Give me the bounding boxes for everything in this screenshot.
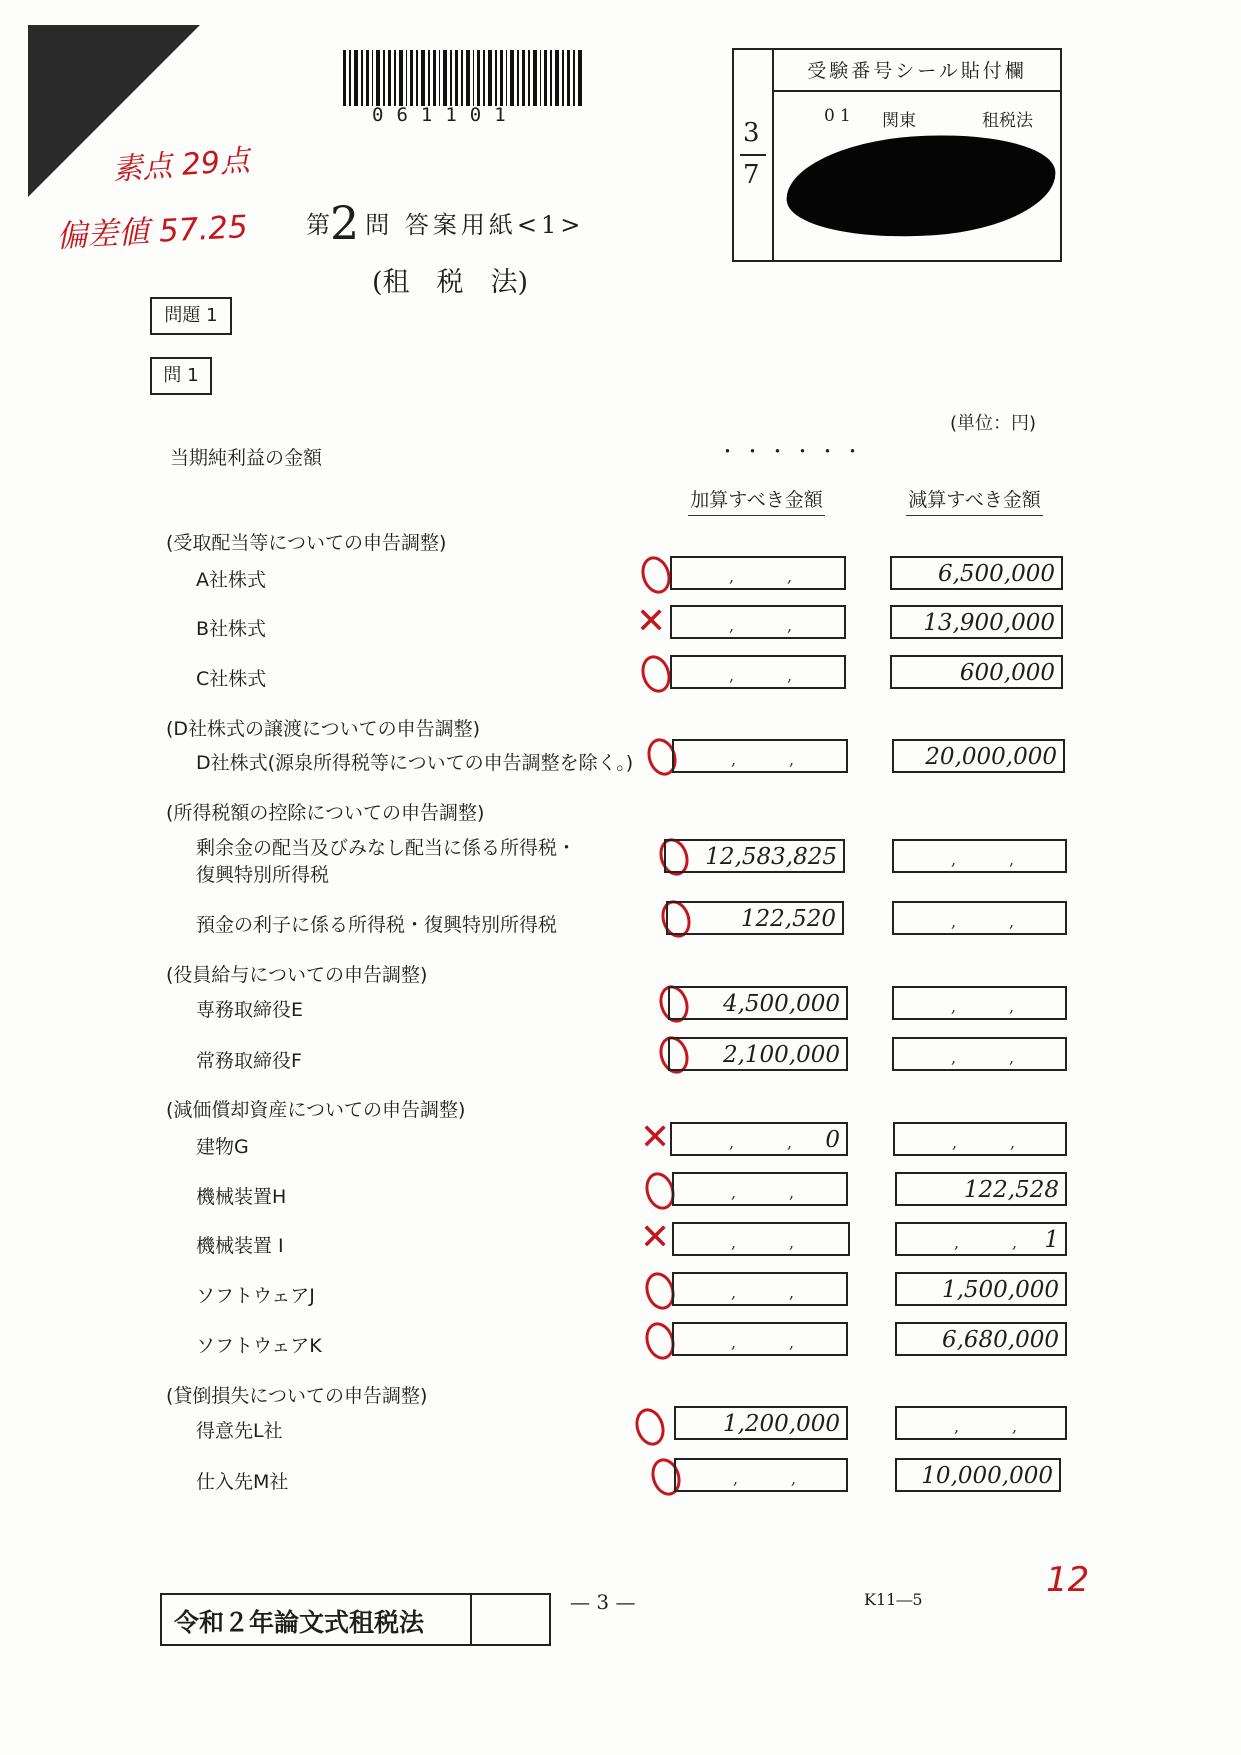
section-heading: (役員給与についての申告調整) bbox=[166, 964, 428, 986]
section-heading: (所得税額の控除についての申告調整) bbox=[166, 802, 485, 824]
column-add-header: 加算すべき金額 bbox=[688, 485, 825, 516]
amount: 12,583,825 bbox=[705, 844, 837, 870]
incorrect-mark: ✕ bbox=[640, 1117, 671, 1158]
question-tag: 問 1 bbox=[150, 357, 212, 395]
subtract-amount-box: , , bbox=[892, 901, 1067, 935]
subtract-amount-box bbox=[892, 739, 1065, 773]
subtract-amount-box: , , bbox=[893, 1122, 1067, 1156]
subtract-amount-box bbox=[895, 1322, 1067, 1356]
amount: 2,100,000 bbox=[722, 1042, 840, 1068]
row-label: 機械装置H bbox=[196, 1186, 287, 1208]
subtract-amount-box bbox=[895, 1272, 1067, 1306]
subtitle: (租 税 法) bbox=[372, 267, 529, 298]
seal-side bbox=[734, 50, 774, 260]
seal-code: 01 bbox=[824, 106, 856, 126]
seal-region: 関東 bbox=[882, 111, 916, 131]
unit-label: (単位：円) bbox=[950, 413, 1037, 434]
row-label: 常務取締役F bbox=[196, 1050, 302, 1072]
title-number: 2 bbox=[330, 196, 360, 250]
incorrect-mark: ✕ bbox=[640, 1217, 671, 1258]
add-amount-box: , , bbox=[672, 739, 848, 773]
section-heading: (受取配当等についての申告調整) bbox=[166, 532, 447, 554]
deviation-score: 偏差値 57.25 bbox=[55, 209, 249, 255]
subtract-amount-box bbox=[890, 556, 1063, 590]
add-amount-box: , , bbox=[672, 1322, 848, 1356]
add-amount-box: , , 0 bbox=[670, 1122, 848, 1156]
row-label-line2: 復興特別所得税 bbox=[196, 864, 330, 886]
footer-exam-box bbox=[160, 1593, 551, 1646]
amount: 20,000,000 bbox=[925, 744, 1057, 770]
add-amount-box bbox=[668, 1037, 848, 1071]
seal-divider bbox=[740, 154, 766, 156]
add-amount-box bbox=[668, 986, 848, 1020]
correct-mark bbox=[631, 1405, 669, 1450]
subtract-amount-box: , , bbox=[892, 1037, 1067, 1071]
redaction bbox=[783, 127, 1059, 246]
seal-box bbox=[732, 48, 1062, 262]
row-label: 仕入先M社 bbox=[196, 1471, 289, 1493]
add-amount-box: , , bbox=[672, 1272, 848, 1306]
add-amount-box bbox=[664, 839, 845, 873]
section-heading: (D社株式の譲渡についての申告調整) bbox=[166, 718, 481, 740]
add-amount-box: , , bbox=[672, 1222, 850, 1256]
add-amount-box: , , bbox=[670, 605, 846, 639]
problem-tag: 問題 1 bbox=[150, 297, 232, 335]
row-label: A社株式 bbox=[196, 569, 266, 591]
amount: 4,500,000 bbox=[722, 991, 840, 1017]
seal-side-bottom: 7 bbox=[743, 160, 760, 190]
row-label: D社株式(源泉所得税等についての申告調整を除く。) bbox=[196, 752, 634, 774]
row-label: 預金の利子に係る所得税・復興特別所得税 bbox=[196, 914, 558, 936]
row-label: B社株式 bbox=[196, 618, 267, 640]
row-label: ソフトウェアJ bbox=[196, 1285, 315, 1307]
subtract-amount-box bbox=[890, 605, 1063, 639]
raw-score: 素点 29点 bbox=[111, 143, 252, 188]
row-label: 建物G bbox=[196, 1136, 249, 1158]
add-amount-box: , , bbox=[670, 655, 846, 689]
add-amount-box: , , bbox=[672, 1172, 848, 1206]
row-label: 得意先L社 bbox=[196, 1420, 283, 1442]
subtract-amount-box: , , bbox=[895, 1406, 1067, 1440]
amount: 122,520 bbox=[740, 906, 836, 932]
row-label: ソフトウェアK bbox=[196, 1335, 322, 1357]
footer-divider bbox=[470, 1595, 472, 1644]
row-label: 機械装置 I bbox=[196, 1235, 284, 1257]
amount: 13,900,000 bbox=[923, 610, 1055, 636]
amount: 10,000,000 bbox=[921, 1463, 1053, 1489]
amount: 1,500,000 bbox=[941, 1277, 1059, 1303]
subtract-amount-box: , , bbox=[892, 839, 1067, 873]
title-suffix: 問 答案用紙<1> bbox=[365, 211, 585, 239]
subtract-amount-box bbox=[895, 1458, 1061, 1492]
amount: 6,680,000 bbox=[941, 1327, 1059, 1353]
add-amount-box bbox=[666, 901, 844, 935]
net-income-dots: ・・・・・・ bbox=[718, 441, 869, 463]
incorrect-mark: ✕ bbox=[636, 601, 667, 642]
section-heading: (貸倒損失についての申告調整) bbox=[166, 1385, 428, 1407]
page-total-score: 12 bbox=[1046, 1560, 1090, 1600]
seal-side-top: 3 bbox=[743, 118, 760, 148]
page-number: — 3 — bbox=[570, 1590, 636, 1614]
seal-label: 受験番号シール貼付欄 bbox=[774, 50, 1060, 92]
footer-code: K11―5 bbox=[864, 1590, 923, 1609]
row-label: 剰余金の配当及びみなし配当に係る所得税・ bbox=[196, 837, 577, 859]
subtract-amount-box bbox=[895, 1172, 1067, 1206]
column-subtract-header: 減算すべき金額 bbox=[906, 485, 1043, 516]
amount: 1,200,000 bbox=[722, 1411, 840, 1437]
section-heading: (減価償却資産についての申告調整) bbox=[166, 1099, 466, 1121]
amount: 0 bbox=[825, 1127, 840, 1153]
subtract-amount-box bbox=[890, 655, 1063, 689]
row-label: 専務取締役E bbox=[196, 999, 304, 1021]
seal-subject: 租税法 bbox=[982, 111, 1033, 131]
amount: 122,528 bbox=[963, 1177, 1059, 1203]
barcode-number: 061101 bbox=[372, 104, 519, 126]
add-amount-box: , , bbox=[670, 556, 846, 590]
add-amount-box bbox=[674, 1406, 848, 1440]
net-income-label: 当期純利益の金額 bbox=[170, 447, 323, 469]
barcode bbox=[343, 50, 583, 106]
footer-exam: 令和２年論文式租税法 bbox=[174, 1608, 425, 1637]
page-title bbox=[306, 196, 584, 250]
amount: 6,500,000 bbox=[937, 561, 1055, 587]
title-prefix: 第 bbox=[306, 211, 330, 239]
amount: 600,000 bbox=[959, 660, 1055, 686]
add-amount-box: , , bbox=[674, 1458, 848, 1492]
subtract-amount-box: , , 1 bbox=[895, 1222, 1067, 1256]
row-label: C社株式 bbox=[196, 668, 267, 690]
amount: 1 bbox=[1044, 1227, 1059, 1253]
subtract-amount-box: , , bbox=[892, 986, 1067, 1020]
